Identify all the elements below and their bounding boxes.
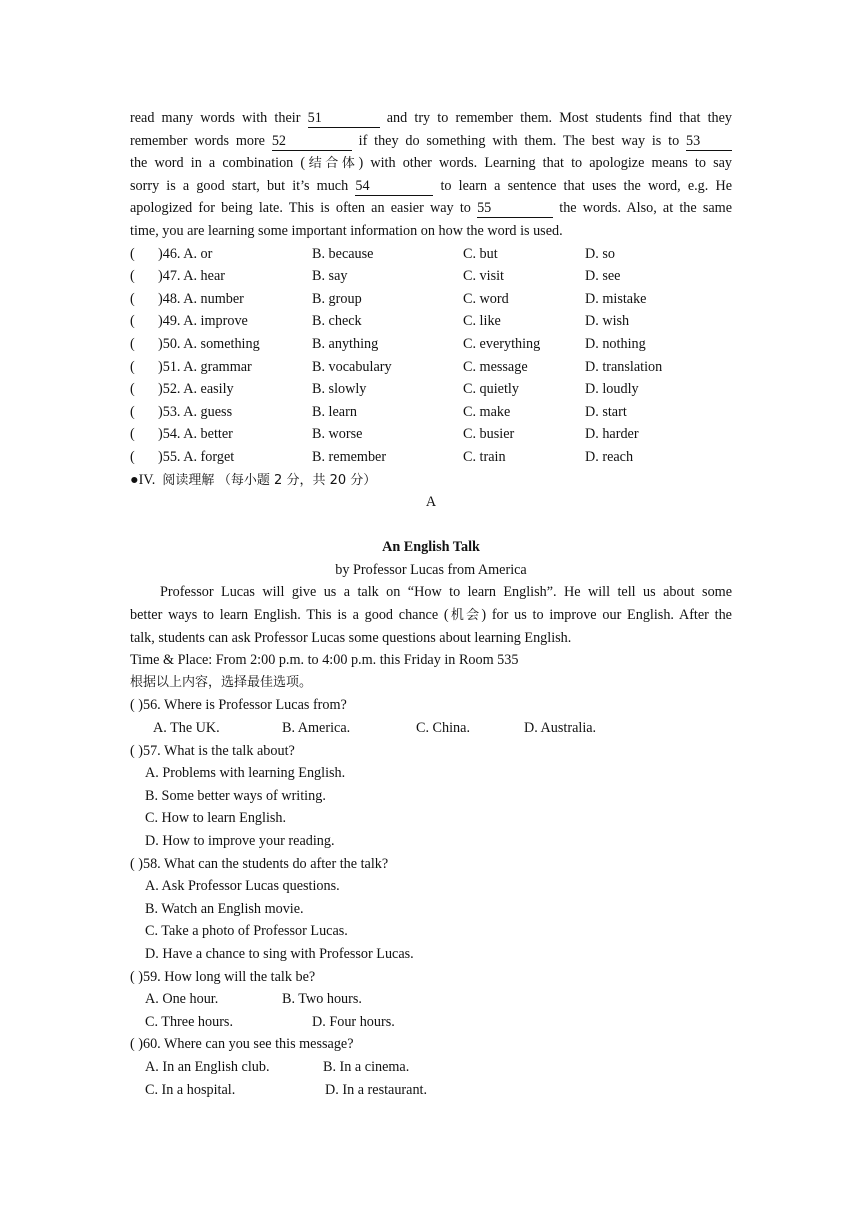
passage-text: and try to remember them. Most students find that they xyxy=(386,110,733,126)
option-d[interactable]: D. Have a chance to sing with Professor Lucas. xyxy=(145,945,414,962)
option-a[interactable]: )52. A. easily xyxy=(158,381,234,398)
passage-gloss: 结合体 xyxy=(305,156,359,172)
blank-52: 52 xyxy=(272,134,352,151)
option-c[interactable]: C. Take a photo of Professor Lucas. xyxy=(145,923,348,940)
blank-54: 54 xyxy=(355,179,433,196)
option-b[interactable]: B. say xyxy=(312,268,348,285)
option-d[interactable]: D. In a restaurant. xyxy=(325,1081,428,1098)
section-points: （每小题 2 分，共 20 分） xyxy=(217,472,377,488)
option-b[interactable]: B. because xyxy=(312,245,374,262)
notice-paragraph-line: talk, students can ask Professor Lucas some questions about learning English. xyxy=(130,629,572,646)
passage-text: read many words with their xyxy=(130,110,301,126)
cloze-question-row xyxy=(130,310,732,333)
option-b[interactable]: B. slowly xyxy=(312,381,367,398)
option-d[interactable]: D. start xyxy=(585,403,627,420)
notice-text: ) for us to improve our English. After the xyxy=(481,607,732,624)
option-a[interactable]: )46. A. or xyxy=(158,245,213,262)
cloze-question-row xyxy=(130,446,732,469)
section-heading xyxy=(130,469,732,492)
option-d[interactable]: D. so xyxy=(585,245,615,262)
option-b[interactable]: B. Two hours. xyxy=(282,991,362,1008)
answer-bracket: ( xyxy=(130,290,135,307)
passage-text: the word in a combination ( xyxy=(130,155,306,172)
cloze-question-row xyxy=(130,288,732,311)
blank-55: 55 xyxy=(477,201,553,218)
option-b[interactable]: B. Some better ways of writing. xyxy=(145,787,326,804)
passage-letter: A xyxy=(425,494,437,511)
passage-text: ) with other words. Learning that to apologize means to say xyxy=(358,155,732,172)
option-d[interactable]: D. nothing xyxy=(585,335,646,352)
passage-line xyxy=(130,197,732,220)
option-a[interactable]: )50. A. something xyxy=(158,335,260,352)
passage-line xyxy=(130,152,732,175)
document-page xyxy=(130,107,732,1101)
option-d[interactable]: D. Four hours. xyxy=(312,1013,395,1030)
option-d[interactable]: D. mistake xyxy=(585,290,647,307)
option-c[interactable]: C. but xyxy=(463,245,498,262)
answer-bracket: ( xyxy=(130,426,135,443)
answer-bracket: ( xyxy=(130,268,135,285)
option-c[interactable]: C. word xyxy=(463,290,509,307)
notice-paragraph-line xyxy=(130,604,732,627)
answer-bracket: ( xyxy=(130,245,135,262)
cloze-question-row xyxy=(130,378,732,401)
notice-title: An English Talk xyxy=(382,539,480,556)
option-a[interactable]: A. In an English club. xyxy=(145,1058,270,1075)
option-c[interactable]: C. make xyxy=(463,403,511,420)
option-d[interactable]: D. harder xyxy=(585,426,639,443)
passage-text: if they do something with them. The best way is to xyxy=(358,132,680,149)
question-57-stem: ( )57. What is the talk about? xyxy=(130,742,295,759)
question-59-options-row2 xyxy=(130,1011,732,1034)
option-d[interactable]: D. wish xyxy=(585,313,630,330)
option-b[interactable]: B. America. xyxy=(282,720,351,737)
option-c[interactable]: C. everything xyxy=(463,335,541,352)
passage-text: the words. Also, at the same xyxy=(559,200,733,217)
option-d[interactable]: D. loudly xyxy=(585,381,639,398)
option-a[interactable]: A. One hour. xyxy=(145,991,219,1008)
cloze-question-row xyxy=(130,243,732,266)
notice-gloss: 机会 xyxy=(448,608,482,624)
section-title: 阅读理解 xyxy=(162,472,215,488)
option-b[interactable]: B. learn xyxy=(312,403,357,420)
option-c[interactable]: C. message xyxy=(463,358,528,375)
option-c[interactable]: C. Three hours. xyxy=(145,1013,233,1030)
passage-text: remember words more xyxy=(130,132,265,149)
option-a[interactable]: A. Ask Professor Lucas questions. xyxy=(145,878,340,895)
option-b[interactable]: B. anything xyxy=(312,335,379,352)
option-b[interactable]: B. worse xyxy=(312,426,363,443)
question-60-stem: ( )60. Where can you see this message? xyxy=(130,1036,354,1053)
option-d[interactable]: D. reach xyxy=(585,448,634,465)
answer-bracket: ( xyxy=(130,403,135,420)
option-a[interactable]: )54. A. better xyxy=(158,426,233,443)
option-d[interactable]: D. Australia. xyxy=(524,720,597,737)
notice-paragraph-line: Professor Lucas will give us a talk on “How to learn English”. He will tell us about some xyxy=(160,584,732,601)
passage-line xyxy=(130,107,732,130)
passage-line xyxy=(130,175,732,198)
blank-53: 53 xyxy=(686,134,732,151)
passage-text: to learn a sentence that uses the word, e.g. He xyxy=(440,177,732,194)
passage-line xyxy=(130,130,732,153)
option-b[interactable]: B. vocabulary xyxy=(312,358,392,375)
cloze-question-row xyxy=(130,356,732,379)
option-d[interactable]: D. How to improve your reading. xyxy=(145,833,335,849)
option-a[interactable]: A. The UK. xyxy=(153,720,220,737)
option-b[interactable]: B. In a cinema. xyxy=(323,1058,410,1075)
option-c[interactable]: C. China. xyxy=(416,720,470,737)
option-b[interactable]: B. remember xyxy=(312,448,387,465)
option-c[interactable]: C. In a hospital. xyxy=(145,1081,236,1098)
question-60-options-row1 xyxy=(130,1056,732,1079)
question-56-options xyxy=(130,717,732,740)
notice-byline: by Professor Lucas from America xyxy=(335,561,527,578)
option-c[interactable]: C. busier xyxy=(463,426,515,443)
answer-bracket: ( xyxy=(130,381,135,398)
option-a[interactable]: )48. A. number xyxy=(158,290,244,307)
blank-51: 51 xyxy=(308,111,380,128)
question-59-stem: ( )59. How long will the talk be? xyxy=(130,968,316,985)
question-60-options-row2 xyxy=(130,1079,732,1102)
option-d[interactable]: D. translation xyxy=(585,358,663,375)
cloze-question-row xyxy=(130,265,732,288)
cloze-question-row xyxy=(130,401,732,424)
option-b[interactable]: B. Watch an English movie. xyxy=(145,900,304,917)
cloze-question-row xyxy=(130,423,732,446)
option-c[interactable]: C. visit xyxy=(463,268,504,285)
option-c[interactable]: C. quietly xyxy=(463,381,519,398)
notice-text: better ways to learn English. This is a good chance ( xyxy=(130,607,449,624)
option-d[interactable]: D. see xyxy=(585,268,621,285)
answer-bracket: ( xyxy=(130,358,135,375)
question-59-options-row1 xyxy=(130,988,732,1011)
option-c[interactable]: C. like xyxy=(463,313,501,330)
option-a[interactable]: )53. A. guess xyxy=(158,403,233,420)
notice-time-place: Time & Place: From 2:00 p.m. to 4:00 p.m. this Friday in Room 535 xyxy=(130,652,519,669)
spacer xyxy=(130,514,732,537)
option-c[interactable]: C. How to learn English. xyxy=(145,810,287,827)
option-a[interactable]: )49. A. improve xyxy=(158,313,248,330)
option-a[interactable]: A. Problems with learning English. xyxy=(145,765,346,782)
cloze-question-list xyxy=(130,243,732,469)
option-a[interactable]: )47. A. hear xyxy=(158,268,225,285)
question-58-stem: ( )58. What can the students do after the talk? xyxy=(130,855,389,872)
instruction: 根据以上内容，选择最佳选项。 xyxy=(130,674,313,690)
option-a[interactable]: )51. A. grammar xyxy=(158,358,252,375)
answer-bracket: ( xyxy=(130,335,135,352)
question-56-stem: ( )56. Where is Professor Lucas from? xyxy=(130,697,347,714)
passage-text: sorry is a good start, but it’s much xyxy=(130,177,349,194)
option-b[interactable]: B. group xyxy=(312,290,362,307)
answer-bracket: ( xyxy=(130,448,135,465)
section-number: ●IV. xyxy=(130,471,156,488)
answer-bracket: ( xyxy=(130,313,135,330)
cloze-question-row xyxy=(130,333,732,356)
passage-text: apologized for being late. This is often an easier way to xyxy=(130,200,471,217)
passage-line: time, you are learning some important information on how the word is used. xyxy=(130,222,563,239)
option-c[interactable]: C. train xyxy=(463,448,506,465)
option-b[interactable]: B. check xyxy=(312,313,362,330)
option-a[interactable]: )55. A. forget xyxy=(158,448,235,465)
